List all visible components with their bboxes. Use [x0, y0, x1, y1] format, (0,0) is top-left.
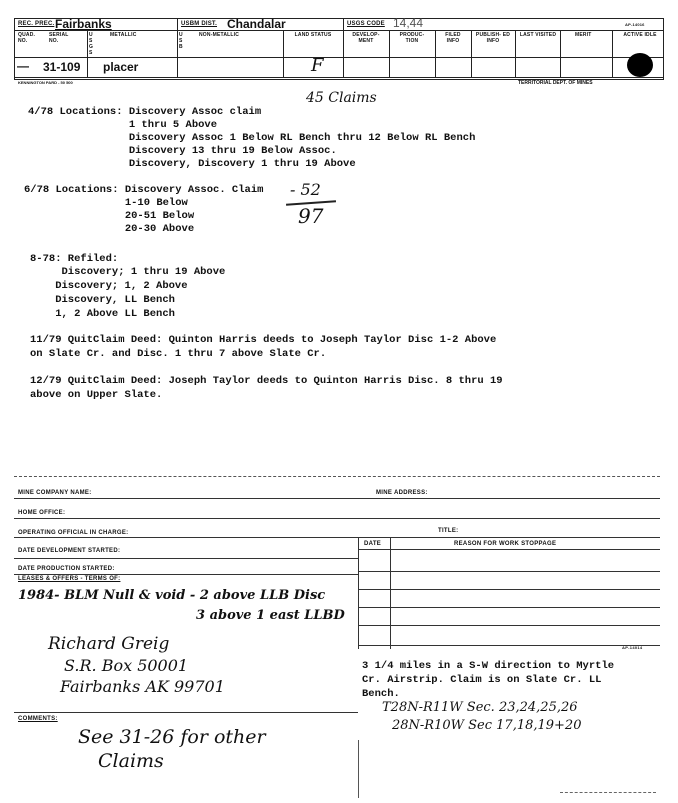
location-line: Bench. — [362, 688, 400, 700]
dept-name: TERRITORIAL DEPT. OF MINES — [518, 80, 593, 86]
table-rule — [358, 589, 660, 590]
entry-line: on Slate Cr. and Disc. 1 thru 7 above Slate Cr. — [30, 348, 327, 360]
form-rule — [14, 537, 660, 538]
entry-line: 11/79 QuitClaim Deed: Quinton Harris deeds to Joseph Taylor Disc 1-2 Above — [30, 334, 497, 346]
col-usb: U S B — [179, 32, 183, 50]
entry-line: Discovery; 1 thru 19 Above — [30, 266, 226, 278]
header-divider — [560, 30, 561, 78]
header-divider — [612, 30, 613, 78]
location-line: Cr. Airstrip. Claim is on Slate Cr. LL — [362, 674, 602, 686]
entry-line: Discovery Assoc 1 Below RL Bench thru 12 Below RL Bench — [28, 132, 476, 144]
record-title: Fairbanks — [55, 17, 112, 31]
entry-line: 6/78 Locations: Discovery Assoc. Claim — [24, 184, 264, 196]
col-merit: MERIT — [575, 32, 592, 38]
header-divider — [87, 30, 88, 78]
date-production-label: DATE PRODUCTION STARTED: — [18, 566, 115, 572]
handwritten-note: - 52 — [290, 180, 321, 199]
usgs-code-value: 14,44 — [393, 16, 424, 30]
entry-line: 1-10 Below — [24, 197, 188, 209]
form-rule — [14, 498, 660, 499]
entry-line: 1, 2 Above LL Bench — [30, 308, 175, 320]
col-published-info: PUBLISH- ED INFO — [475, 32, 511, 44]
operating-official-label: OPERATING OFFICIAL IN CHARGE: — [18, 530, 129, 536]
usgs-dist-label: USBM DIST. — [181, 21, 218, 27]
reason-column-header: REASON FOR WORK STOPPAGE — [454, 541, 557, 547]
header-divider — [435, 30, 436, 78]
form-rule — [14, 712, 358, 713]
bottom-rule — [560, 792, 656, 794]
entry-line: Discovery, Discovery 1 thru 19 Above — [28, 158, 356, 170]
usgs-code-label: USGS CODE — [347, 21, 385, 27]
table-rule — [358, 625, 660, 626]
table-border — [358, 537, 359, 649]
location-line: 3 1/4 miles in a S-W direction to Myrtle — [362, 660, 615, 672]
quad-mark: — — [17, 59, 29, 73]
handwritten-lease: 3 above 1 east LLBD — [196, 608, 345, 623]
entry-line: 12/79 QuitClaim Deed: Joseph Taylor deeds to Quinton Harris Disc. 8 thru 19 — [30, 375, 503, 387]
entry-line: 20-51 Below — [24, 210, 195, 222]
entry-line: 8-78: Refiled: — [30, 253, 119, 265]
mine-company-label: MINE COMPANY NAME: — [18, 490, 92, 496]
handwritten-comment: See 31-26 for other — [78, 726, 266, 748]
home-office-label: HOME OFFICE: — [18, 510, 66, 516]
col-filed-info: FILED INFO — [445, 32, 461, 44]
entry-line: 20-30 Above — [24, 223, 195, 235]
col-quad-no: QUAD. NO. — [18, 32, 36, 44]
entry-line: 4/78 Locations: Discovery Assoc claim — [28, 106, 262, 118]
date-column-header: DATE — [364, 541, 382, 547]
handwritten-location: T28N-R11W Sec. 23,24,25,26 — [382, 700, 578, 715]
col-serial-no: SERIAL NO. — [49, 32, 69, 44]
form-id-2: AP-14014 — [622, 645, 643, 650]
col-last-visited: LAST VISITED — [519, 32, 557, 38]
header-bottom-line — [15, 77, 663, 78]
entry-line: Discovery 13 thru 19 Below Assoc. — [28, 145, 337, 157]
active-idle-dot — [627, 53, 653, 77]
header-divider — [389, 30, 390, 78]
mine-address-label: MINE ADDRESS: — [376, 490, 428, 496]
land-status-value: F — [311, 55, 324, 76]
header-divider — [515, 30, 516, 78]
header-divider — [343, 19, 344, 78]
handwritten-address: S.R. Box 50001 — [64, 656, 189, 675]
col-production: PRODUC- TION — [399, 32, 425, 44]
handwritten-lease: 1984- BLM Null & void - 2 above LLB Disc — [18, 588, 326, 603]
header-grid — [14, 18, 664, 80]
entry-line: 1 thru 5 Above — [28, 119, 218, 131]
header-row-divider-2 — [15, 57, 663, 58]
entry-line: above on Upper Slate. — [30, 389, 163, 401]
form-rule — [14, 558, 358, 559]
handwritten-note: 45 Claims — [306, 90, 377, 106]
table-rule — [358, 571, 660, 572]
header-divider — [471, 30, 472, 78]
form-rule — [14, 518, 660, 519]
handwritten-name: Richard Greig — [48, 634, 170, 654]
table-rule — [358, 645, 660, 646]
header-divider — [283, 30, 284, 78]
date-development-label: DATE DEVELOPMENT STARTED: — [18, 548, 121, 554]
handwritten-note: 97 — [298, 204, 324, 228]
table-rule — [358, 549, 660, 550]
col-development: DEVELOP- MENT — [352, 32, 380, 44]
district-name: Chandalar — [227, 17, 286, 31]
form-top-rule — [14, 476, 660, 478]
header-row-divider — [15, 30, 663, 31]
col-non-metallic: NON-METALLIC — [199, 32, 240, 38]
title-label: TITLE: — [438, 528, 459, 534]
comments-label: COMMENTS: — [18, 716, 58, 722]
table-rule — [358, 607, 660, 608]
rec-prec-label: REC. PREC. — [18, 21, 55, 27]
handwritten-address: Fairbanks AK 99701 — [60, 677, 225, 696]
header-divider — [177, 19, 178, 78]
form-id: AP-14016 — [625, 22, 645, 27]
handwritten-comment: Claims — [98, 750, 164, 772]
col-usgs: U S G S — [89, 32, 94, 56]
form-rule — [14, 574, 358, 575]
entry-line: Discovery, LL Bench — [30, 294, 175, 306]
table-border — [390, 537, 391, 649]
bottom-divider — [358, 740, 359, 798]
entry-line: Discovery; 1, 2 Above — [30, 280, 188, 292]
metallic-value: placer — [103, 60, 139, 74]
serial-number: 31-109 — [43, 60, 81, 74]
handwritten-location: 28N-R10W Sec 17,18,19+20 — [392, 718, 582, 733]
col-active-idle: ACTIVE IDLE — [623, 32, 657, 38]
col-metallic: METALLIC — [110, 32, 137, 38]
printer-note: KENNINGTON PARD - 50 500 — [18, 80, 73, 85]
leases-label: LEASES & OFFERS - TERMS OF: — [18, 576, 121, 582]
col-land-status: LAND STATUS — [294, 32, 332, 38]
